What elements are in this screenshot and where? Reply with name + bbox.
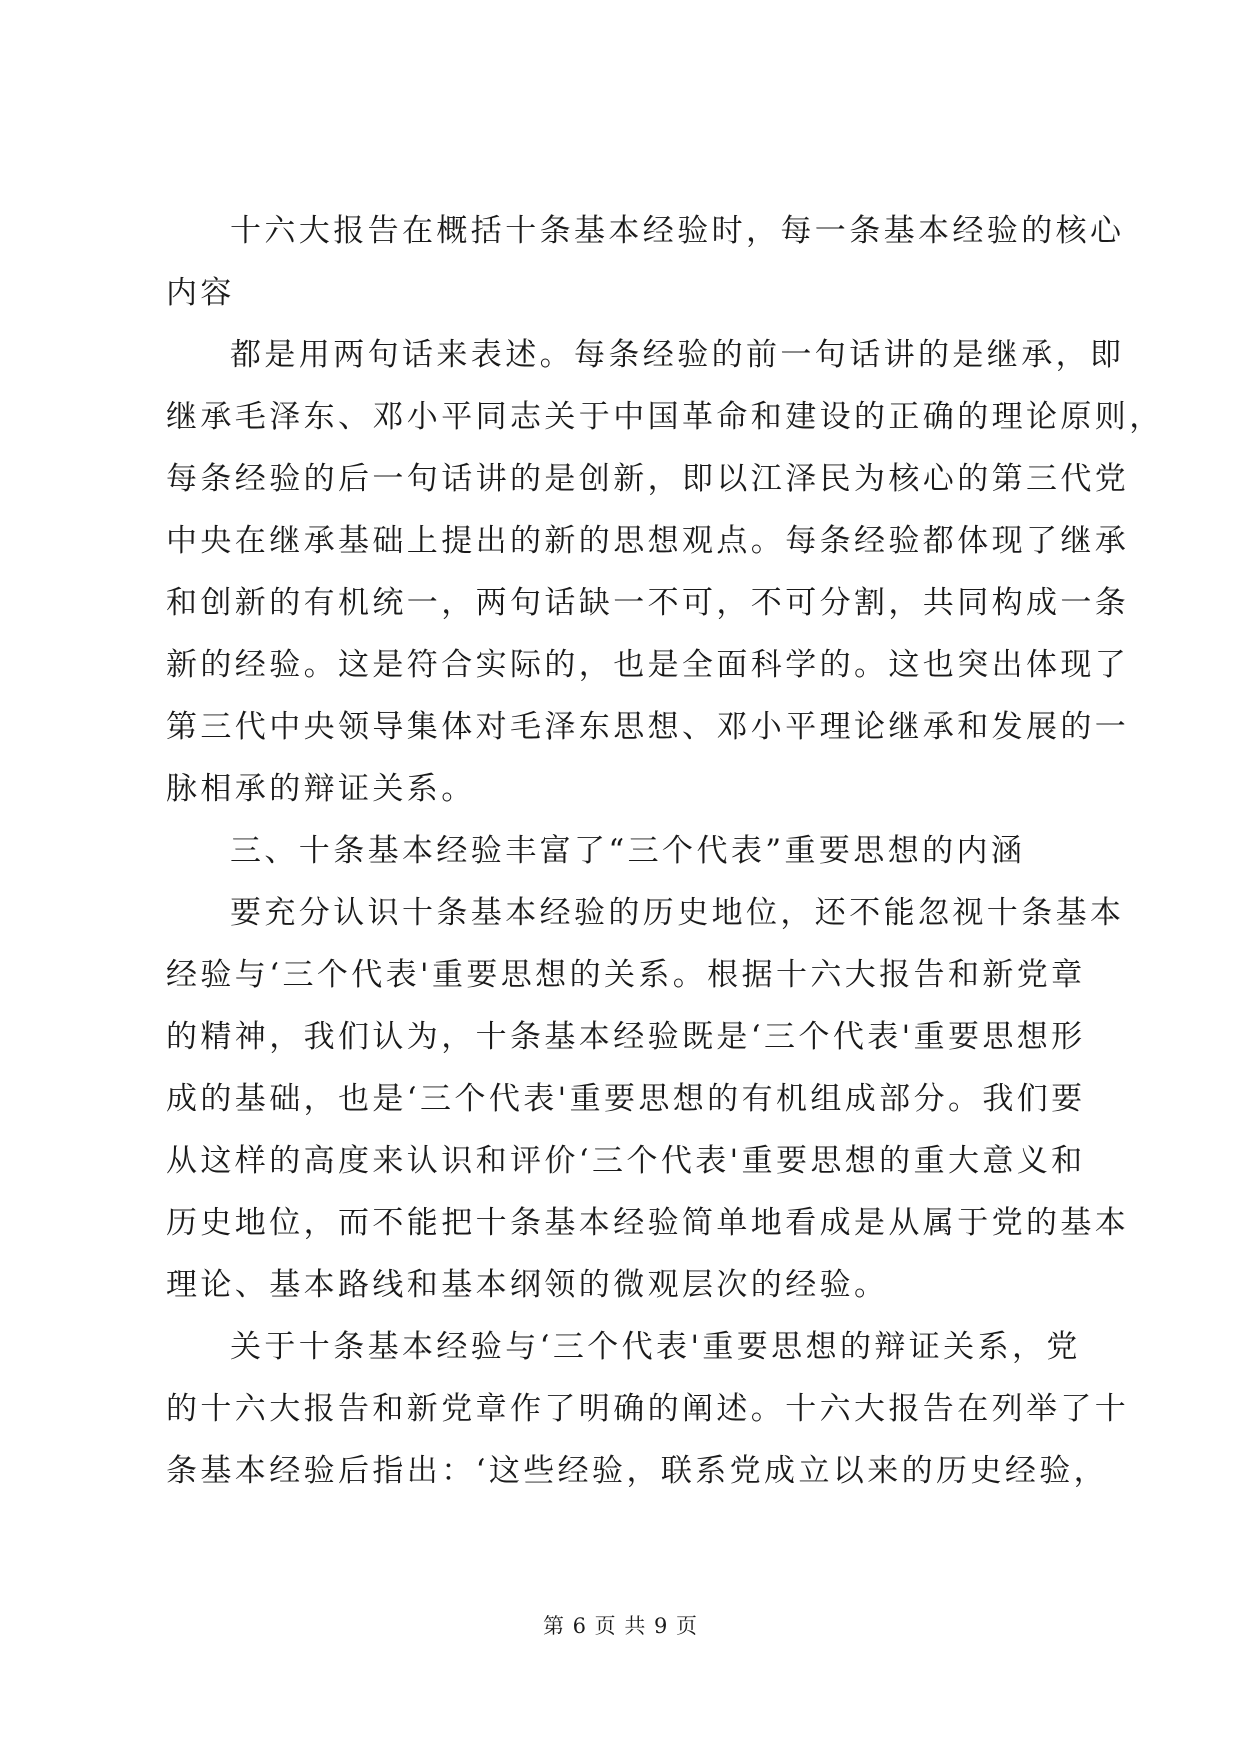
text-line: 第三代中央领导集体对毛泽东思想、邓小平理论继承和发展的一 bbox=[166, 709, 1130, 745]
text-line: 和创新的有机统一，两句话缺一不可，不可分割，共同构成一条 bbox=[166, 585, 1130, 621]
text-line: 关于十条基本经验与‘三个代表'重要思想的辩证关系，党 bbox=[230, 1329, 1081, 1365]
text-line: 继承毛泽东、邓小平同志关于中国革命和建设的正确的理论原则， bbox=[166, 399, 1164, 435]
text-line: 的精神，我们认为，十条基本经验既是‘三个代表'重要思想形 bbox=[166, 1019, 1086, 1055]
text-line: 从这样的高度来认识和评价‘三个代表'重要思想的重大意义和 bbox=[166, 1143, 1086, 1179]
text-line: 理论、基本路线和基本纲领的微观层次的经验。 bbox=[166, 1267, 889, 1303]
paragraph bbox=[166, 889, 1130, 1323]
text-line: 每条经验的后一句话讲的是创新，即以江泽民为核心的第三代党 bbox=[166, 461, 1130, 497]
paragraph bbox=[166, 207, 1125, 331]
text-line: 十六大报告在概括十条基本经验时，每一条基本经验的核心 bbox=[230, 213, 1125, 249]
text-line: 新的经验。这是符合实际的，也是全面科学的。这也突出体现了 bbox=[166, 647, 1130, 683]
text-line: 内容 bbox=[166, 275, 235, 311]
text-line: 脉相承的辩证关系。 bbox=[166, 771, 476, 807]
text-line: 的十六大报告和新党章作了明确的阐述。十六大报告在列举了十 bbox=[166, 1391, 1130, 1427]
heading-line: 三、十条基本经验丰富了“三个代表”重要思想的内涵 bbox=[230, 833, 1026, 869]
paragraph bbox=[166, 1323, 1130, 1509]
paragraph bbox=[166, 331, 1164, 827]
text-line: 历史地位，而不能把十条基本经验简单地看成是从属于党的基本 bbox=[166, 1205, 1130, 1241]
page-number-footer: 第 6 页 共 9 页 bbox=[542, 1614, 699, 1638]
text-line: 成的基础，也是‘三个代表'重要思想的有机组成部分。我们要 bbox=[166, 1081, 1086, 1117]
text-line: 条基本经验后指出：‘这些经验，联系党成立以来的历史经验， bbox=[166, 1453, 1109, 1489]
section-heading bbox=[166, 827, 1081, 889]
body-text bbox=[166, 207, 1164, 1509]
text-line: 要充分认识十条基本经验的历史地位，还不能忽视十条基本 bbox=[230, 895, 1125, 931]
text-line: 都是用两句话来表述。每条经验的前一句话讲的是继承，即 bbox=[230, 337, 1125, 373]
text-line: 中央在继承基础上提出的新的思想观点。每条经验都体现了继承 bbox=[166, 523, 1130, 559]
text-line: 经验与‘三个代表'重要思想的关系。根据十六大报告和新党章 bbox=[166, 957, 1086, 993]
